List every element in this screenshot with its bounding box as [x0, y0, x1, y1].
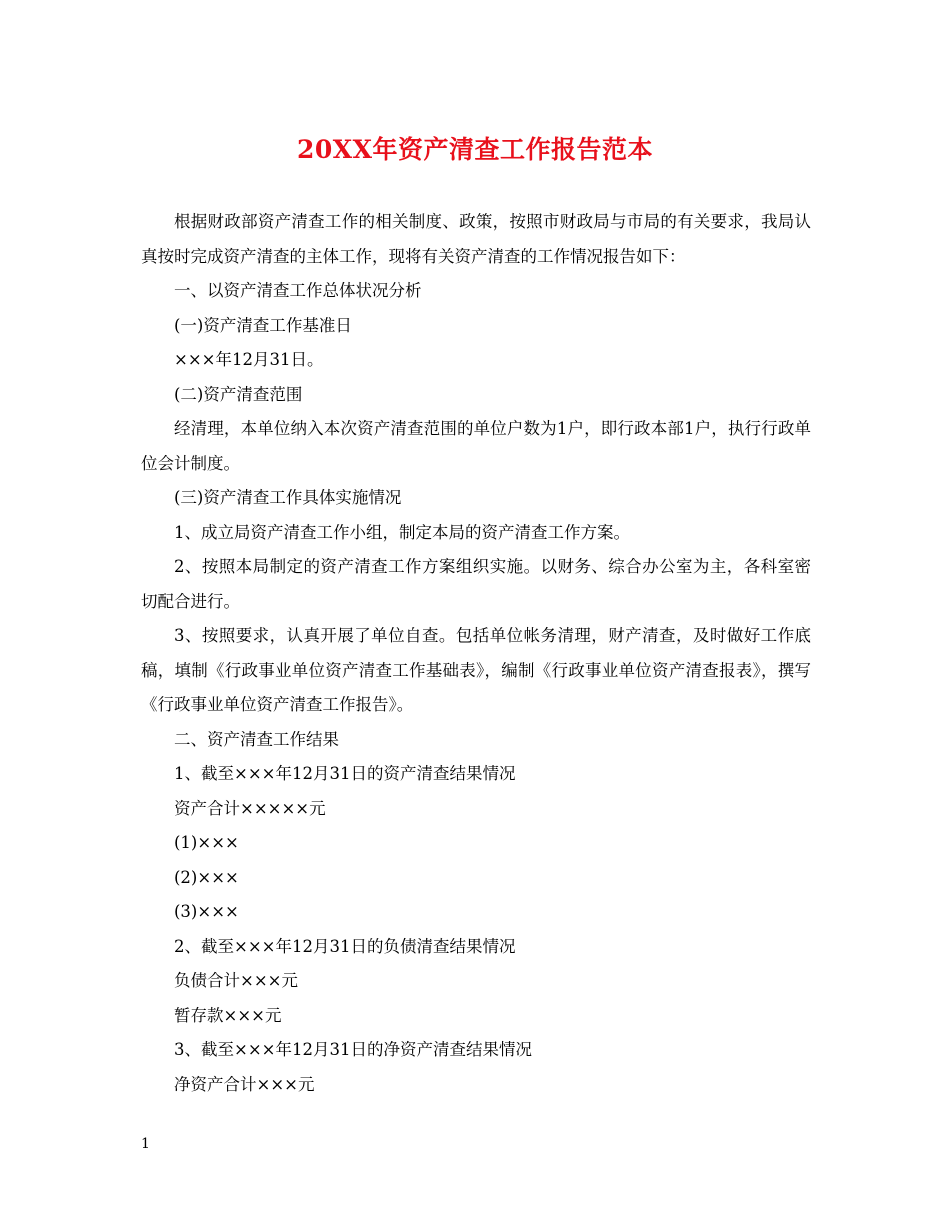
result-assets-item-1: (1)×××: [174, 833, 239, 852]
section-heading-2: 二、资产清查工作结果: [174, 729, 339, 749]
list-item-3: 3、按照要求，认真开展了单位自查。包括单位帐务清理，财产清查，及时做好工作底稿，填制《行政事业单位资产清查工作基础表》，编制《行政事业单位资产清查报表》，撰写《行政事业单位资产清查工作报告》。: [141, 626, 811, 714]
subsection-heading-scope: (二)资产清查范围: [174, 384, 303, 404]
result-heading-liabilities: 2、截至×××年12月31日的负债清查结果情况: [174, 936, 516, 956]
list-item-2: 2、按照本局制定的资产清查工作方案组织实施。以财务、综合办公室为主，各科室密切配合进行。: [141, 557, 811, 611]
paragraph-intro: 根据财政部资产清查工作的相关制度、政策，按照市财政局与市局的有关要求，我局认真按时完成资产清查的主体工作，现将有关资产清查的工作情况报告如下：: [141, 212, 811, 266]
section-heading-1: 一、以资产清查工作总体状况分析: [174, 281, 422, 300]
paragraph-base-date: ×××年12月31日。: [174, 350, 324, 369]
result-assets-item-3: (3)×××: [174, 902, 239, 921]
page-number: 1: [141, 1136, 150, 1152]
result-net-assets-total: 净资产合计×××元: [174, 1074, 315, 1094]
subsection-heading-base-date: (一)资产清查工作基准日: [174, 315, 352, 335]
result-heading-assets: 1、截至×××年12月31日的资产清查结果情况: [174, 764, 516, 783]
result-temporary-deposits: 暂存款×××元: [174, 1005, 282, 1025]
document-title: 20XX年资产清查工作报告范本: [296, 135, 654, 164]
result-assets-item-2: (2)×××: [174, 867, 239, 887]
subsection-heading-implementation: (三)资产清查工作具体实施情况: [174, 488, 402, 507]
result-liabilities-total: 负债合计×××元: [174, 971, 298, 990]
result-assets-total: 资产合计×××××元: [174, 798, 326, 818]
paragraph-scope: 经清理，本单位纳入本次资产清查范围的单位户数为1户，即行政本部1户，执行行政单位会计制度。: [141, 419, 811, 473]
list-item-1: 1、成立局资产清查工作小组，制定本局的资产清查工作方案。: [174, 522, 630, 542]
result-heading-net-assets: 3、截至×××年12月31日的净资产清查结果情况: [174, 1040, 532, 1059]
document-body: [141, 205, 811, 1102]
